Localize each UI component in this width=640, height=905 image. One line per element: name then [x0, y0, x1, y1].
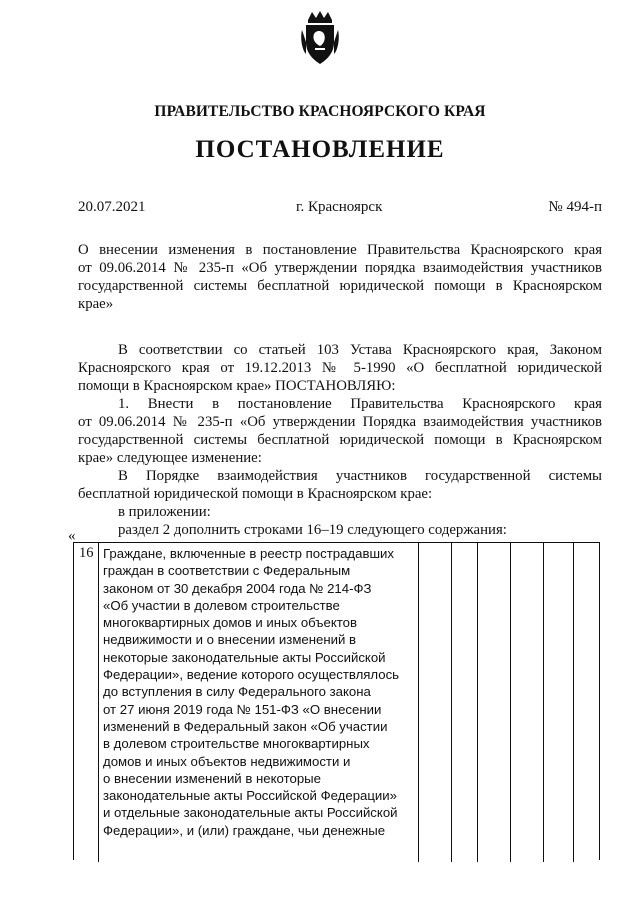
table-column-divider — [543, 542, 544, 862]
table-text-line: и отдельные законодательные акты Российской — [103, 805, 398, 821]
document-type-title: ПОСТАНОВЛЕНИЕ — [195, 136, 445, 163]
table-text-line: многоквартирных домов и иных объектов — [103, 615, 357, 631]
document-city: г. Красноярск — [296, 199, 383, 215]
table-text-line: изменений в Федеральный закон «Об участии — [103, 718, 388, 734]
open-quote: « — [68, 528, 76, 544]
table-column-divider — [510, 542, 511, 862]
table-text-line: законом от 30 декабря 2004 года № 214-ФЗ — [103, 580, 372, 596]
table-column-divider — [573, 542, 574, 862]
item1-line: 1. Внести в постановление Правительства Красноярского края — [118, 396, 602, 412]
table-column-divider — [477, 542, 478, 862]
table-text-line: недвижимости и о внесении изменений в — [103, 632, 357, 648]
order-line: бесплатной юридической помощи в Красноярском крае: — [78, 486, 433, 502]
table-column-divider — [98, 542, 99, 862]
section-line: раздел 2 дополнить строками 16–19 следующего содержания: — [118, 522, 507, 538]
subject-line: от 09.06.2014 № 235-п «Об утверждении порядка взаимодействия участников — [78, 260, 602, 276]
table-text-line: Федерации», ведение которого осуществлялось — [103, 667, 400, 683]
table-row-number: 16 — [79, 545, 94, 561]
item1-line: крае» следующее изменение: — [78, 450, 262, 466]
preamble-line: В соответствии со статьей 103 Устава Красноярского края, Законом — [118, 342, 602, 358]
table-text-line: граждан в соответствии с Федеральным — [103, 563, 351, 579]
krasnoyarsk-coat-of-arms-icon — [300, 10, 340, 66]
table-text-line: о внесении изменений в некоторые — [103, 770, 321, 786]
table-text-line: некоторые законодательные акты Российской — [103, 649, 386, 665]
subject-line: крае» — [78, 296, 114, 312]
preamble-line: помощи в Красноярском крае» ПОСТАНОВЛЯЮ: — [78, 378, 396, 394]
table-text-line: Граждане, включенные в реестр пострадавших — [103, 546, 394, 561]
organization-title: ПРАВИТЕЛЬСТВО КРАСНОЯРСКОГО КРАЯ — [154, 103, 486, 120]
document-date: 20.07.2021 — [78, 199, 146, 215]
table-text-line: домов и иных объектов недвижимости и — [103, 753, 351, 769]
table-text-line: «Об участии в долевом строительстве — [103, 597, 340, 613]
document-number: № 494-п — [548, 199, 602, 215]
table-text-line: до вступления в силу Федерального закона — [103, 684, 371, 700]
amendment-table — [73, 542, 600, 862]
item1-line: государственной системы бесплатной юридической помощи в Красноярском — [78, 432, 602, 448]
table-text-line: Федерации», и (или) граждане, чьи денежные — [103, 822, 386, 838]
table-text-line: от 27 июня 2019 года № 151-ФЗ «О внесении — [103, 701, 382, 717]
subject-line: государственной системы бесплатной юридической помощи в Красноярском — [78, 278, 602, 294]
table-text-line: законодательные акты Российской Федерации» — [103, 788, 397, 804]
table-column-divider — [451, 542, 452, 862]
table-row-description — [103, 545, 421, 839]
annex-line: в приложении: — [118, 504, 211, 520]
order-line: В Порядке взаимодействия участников государственной системы — [118, 468, 602, 484]
table-text-line: в долевом строительстве многоквартирных — [103, 736, 370, 752]
preamble-line: Красноярского края от 19.12.2013 № 5-1990 «О бесплатной юридической — [78, 360, 602, 376]
item1-line: от 09.06.2014 № 235-п «Об утверждении Порядка взаимодействия участников — [78, 414, 602, 430]
subject-line: О внесении изменения в постановление Правительства Красноярского края — [78, 242, 602, 258]
